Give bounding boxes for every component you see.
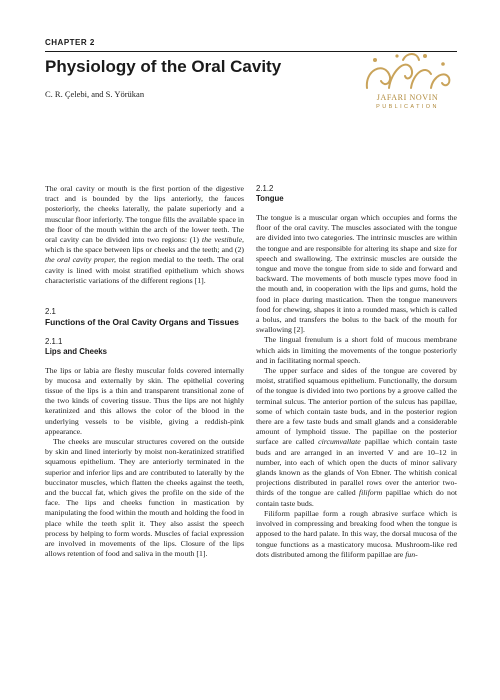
tongue-paragraph-1: The tongue is a muscular organ which occupies and forms the floor of the oral cavity. The muscles associated with the tongue are divided into two categories. The intrinsic muscles are within the tongue and are responsible for altering its shape and size for speech and swallowing. The extrinsic muscles are outside the tongue and move the tongue from side to side and forward and backward. The movements of both muscle types move food in the mouth and, in cooperation with the lips and gums, hold the food in place during mastication. Then the tongue maneuvers food for chewing, shapes it into a rounded mass, which is called a bolus, and transfers the bolus to the back of the mouth for swallowing [2]. xyxy=(256,213,457,335)
right-column xyxy=(256,184,457,560)
section-2-1-1-title: Lips and Cheeks xyxy=(45,346,107,356)
lips-paragraph-1: The lips or labia are fleshy muscular folds covered internally by mucosa and externally by skin. The epithelial covering tissue of the lips is a thin and transparent transitional zone of the two kinds of covering tissue. Thus the lips are not highly keratinized and this allows the color of the blood in the underlying vessels to be visible, giving a reddish-pink appearance. xyxy=(45,365,244,436)
tongue-paragraph-2: The lingual frenulum is a short fold of mucous membrane which aids in limiting the movements of the tongue posteriorly and in facilitating normal speech. xyxy=(256,335,457,365)
section-2-1-2-title: Tongue xyxy=(256,194,284,203)
section-2-1-2-number: 2.1.2 xyxy=(256,184,274,193)
section-2-1-number: 2.1 xyxy=(45,307,56,317)
intro-paragraph: The oral cavity or mouth is the first portion of the digestive tract and is bounded by the lips anteriorly, the fauces posteriorly, the cheeks laterally, the palate superiorly and a muscular floor inferiorly. The tongue fills the available space in the floor of the mouth within the arch of the lower teeth. The oral cavity can be divided into two regions: (1) the vestibule, which is the space between lips or cheeks and the teeth; and (2) the oral cavity proper, the region medial to the teeth. The oral cavity is lined with moist stratified epithelium which shows characteristic variations of the different regions [1]. xyxy=(45,184,244,285)
publisher-logo xyxy=(345,48,470,130)
tongue-paragraph-3: The upper surface and sides of the tongue are covered by moist, stratified squamous epithelium. Functionally, the dorsum of the tongue is divided into two portions by a groove called the terminal sulcus. The anterior portion of the sulcus has papillae, some of which contain taste buds, and in the posterior region there are a few taste buds and small glands and a considerable amount of lymphoid tissue. The papillae on the posterior surface are called circumvallate papillae which contain taste buds and are arranged in an inverted V and are 10–12 in number, into each of which open the ducts of minor salivary glands known as the glands of Von Ebner. The whitish conical projections distributed in parallel rows over the anterior two-thirds of the tongue are called filiform papillae which do not contain taste buds. xyxy=(256,366,458,508)
authors: C. R. Çelebi, and S. Yörükan xyxy=(45,89,145,99)
logo-subtitle: PUBLICATION xyxy=(376,104,439,110)
chapter-title: Physiology of the Oral Cavity xyxy=(45,57,282,76)
lips-paragraph-2: The cheeks are muscular structures covered on the outside by skin and lined interiorly by moist non-keratinized stratified squamous epithelium. They are anteriorly terminated in the superior and inferior lips and are contributed to laterally by the buccinator muscles, which flatten the cheeks against the teeth, and the buccal fat, which gives the profile on the side of the face. The lips and cheeks function in mastication by manipulating the food within the mouth and holding the food in place while the teeth split it. They also assist the speech process by helping to form words. Muscles of facial expression are involved in movements of the lips. Closure of the lips allows retention of food and saliva in the mouth [1]. xyxy=(45,436,244,559)
left-column xyxy=(45,184,244,559)
section-2-1-1-number: 2.1.1 xyxy=(45,336,63,346)
tongue-paragraph-4: Filiform papillae form a rough abrasive surface which is involved in compressing and breaking food when the tongue is apposed to the hard palate. In this way, the dorsal mucosa of the tongue functions as a masticatory mucosa. Mushroom-like red dots distributed among the filiform papillae are fun- xyxy=(256,508,457,559)
chapter-label: CHAPTER 2 xyxy=(45,38,95,47)
logo-name: JAFARI NOVIN xyxy=(376,93,439,102)
section-2-1-title: Functions of the Oral Cavity Organs and Tissues xyxy=(45,317,239,328)
logo-ornament-icon xyxy=(345,48,470,94)
